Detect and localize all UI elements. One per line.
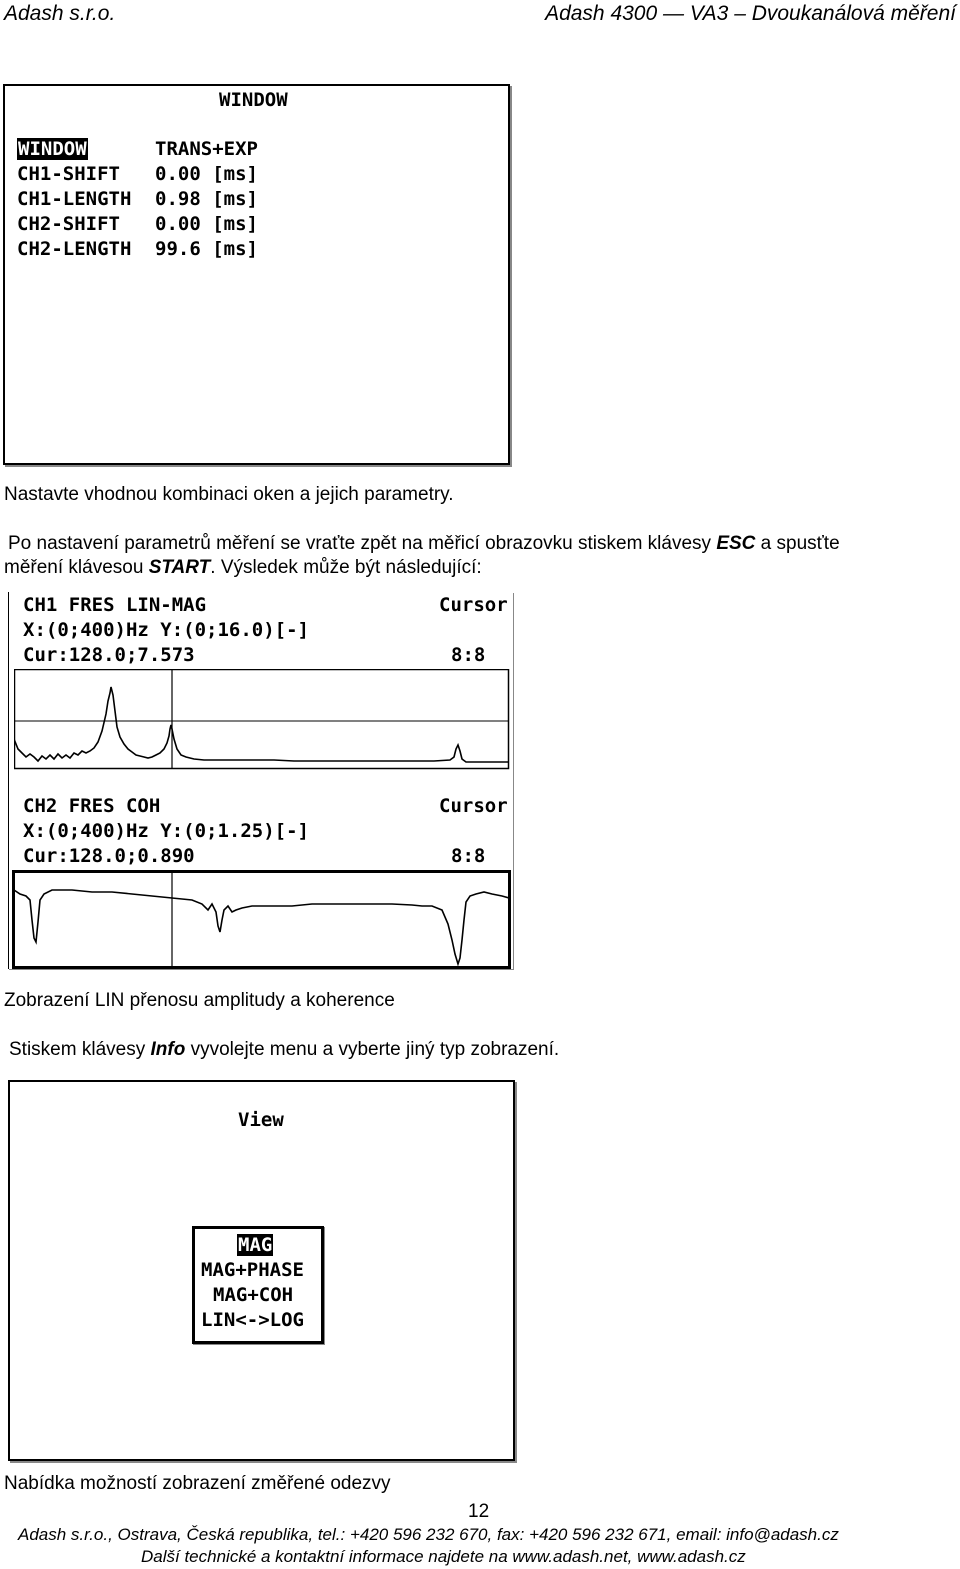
- ch1-cursor-value: Cur:128.0;7.573: [23, 644, 195, 666]
- ch1-graph-frame: [15, 670, 509, 769]
- window-row-label[interactable]: CH2-SHIFT: [17, 213, 120, 235]
- ch1-magnitude-graph: [14, 669, 510, 770]
- ch2-mode: Cursor: [439, 795, 508, 817]
- ch1-zoom: 8:8: [451, 644, 486, 666]
- ch2-title: CH2 FRES COH: [23, 795, 161, 817]
- footer-contact: Adash s.r.o., Ostrava, Česká republika, tel.: +420 596 232 670, fax: +420 596 232 671, email: info@adash.cz: [18, 1525, 839, 1544]
- ch1-title: CH1 FRES LIN-MAG: [23, 594, 207, 616]
- ch2-cursor-value: Cur:128.0;0.890: [23, 845, 195, 867]
- ch2-axis-range: X:(0;400)Hz Y:(0;1.25)[-]: [23, 820, 309, 842]
- footer-website: Další technické a kontaktní informace najdete na www.adash.net, www.adash.cz: [141, 1547, 746, 1566]
- window-row-label[interactable]: WINDOW: [18, 138, 87, 160]
- header-left: Adash s.r.o.: [4, 2, 116, 25]
- window-screen-title: WINDOW: [219, 89, 288, 111]
- view-menu-item-mag[interactable]: MAG: [238, 1234, 273, 1256]
- ch2-graph-frame: [14, 872, 510, 968]
- page-number: 12: [468, 1501, 490, 1522]
- window-row-value: 99.6 [ms]: [155, 238, 258, 260]
- paragraph-info-key: Stiskem klávesy Info vyvolejte menu a vyberte jiný typ zobrazení.: [9, 1039, 560, 1060]
- ch1-axis-range: X:(0;400)Hz Y:(0;16.0)[-]: [23, 619, 309, 641]
- window-row-label[interactable]: CH1-LENGTH: [17, 188, 132, 210]
- key-start: START: [148, 557, 211, 578]
- paragraph-instructions: Po nastavení parametrů měření se vraťte zpět na měřicí obrazovku stiskem klávesy ESC a spusťte: [8, 533, 840, 554]
- ch2-coherence-trace: [14, 890, 509, 964]
- view-menu-item-lin-log[interactable]: LIN<->LOG: [201, 1309, 304, 1331]
- view-menu-item-mag-coh[interactable]: MAG+COH: [213, 1284, 294, 1306]
- view-menu-item-mag-phase[interactable]: MAG+PHASE: [201, 1259, 304, 1281]
- header-right: Adash 4300 — VA3 – Dvoukanálová měření: [545, 2, 956, 25]
- view-menu-box: [192, 1226, 324, 1344]
- view-screen-title: View: [238, 1109, 284, 1131]
- ch1-magnitude-trace: [14, 687, 509, 762]
- key-esc: ESC: [716, 533, 756, 554]
- paragraph-window-hint: Nastavte vhodnou kombinaci oken a jejich parametry.: [4, 484, 454, 505]
- caption-measurement: Zobrazení LIN přenosu amplitudy a koherence: [4, 990, 395, 1011]
- ch1-mode: Cursor: [439, 594, 508, 616]
- window-row-value: 0.00 [ms]: [155, 213, 258, 235]
- measurement-screen: [8, 592, 513, 969]
- paragraph-instructions-cont: měření klávesou START. Výsledek může být následující:: [4, 557, 482, 578]
- caption-view-menu: Nabídka možností zobrazení změřené odezvy: [4, 1473, 391, 1494]
- ch2-coherence-graph: [12, 870, 512, 969]
- ch2-zoom: 8:8: [451, 845, 486, 867]
- window-row-value: TRANS+EXP: [155, 138, 258, 160]
- window-row-label[interactable]: CH1-SHIFT: [17, 163, 120, 185]
- window-row-value: 0.98 [ms]: [155, 188, 258, 210]
- window-settings-screen: [3, 84, 510, 465]
- key-info: Info: [150, 1039, 186, 1060]
- window-row-label[interactable]: CH2-LENGTH: [17, 238, 132, 260]
- window-row-value: 0.00 [ms]: [155, 163, 258, 185]
- view-menu-screen: [8, 1080, 515, 1461]
